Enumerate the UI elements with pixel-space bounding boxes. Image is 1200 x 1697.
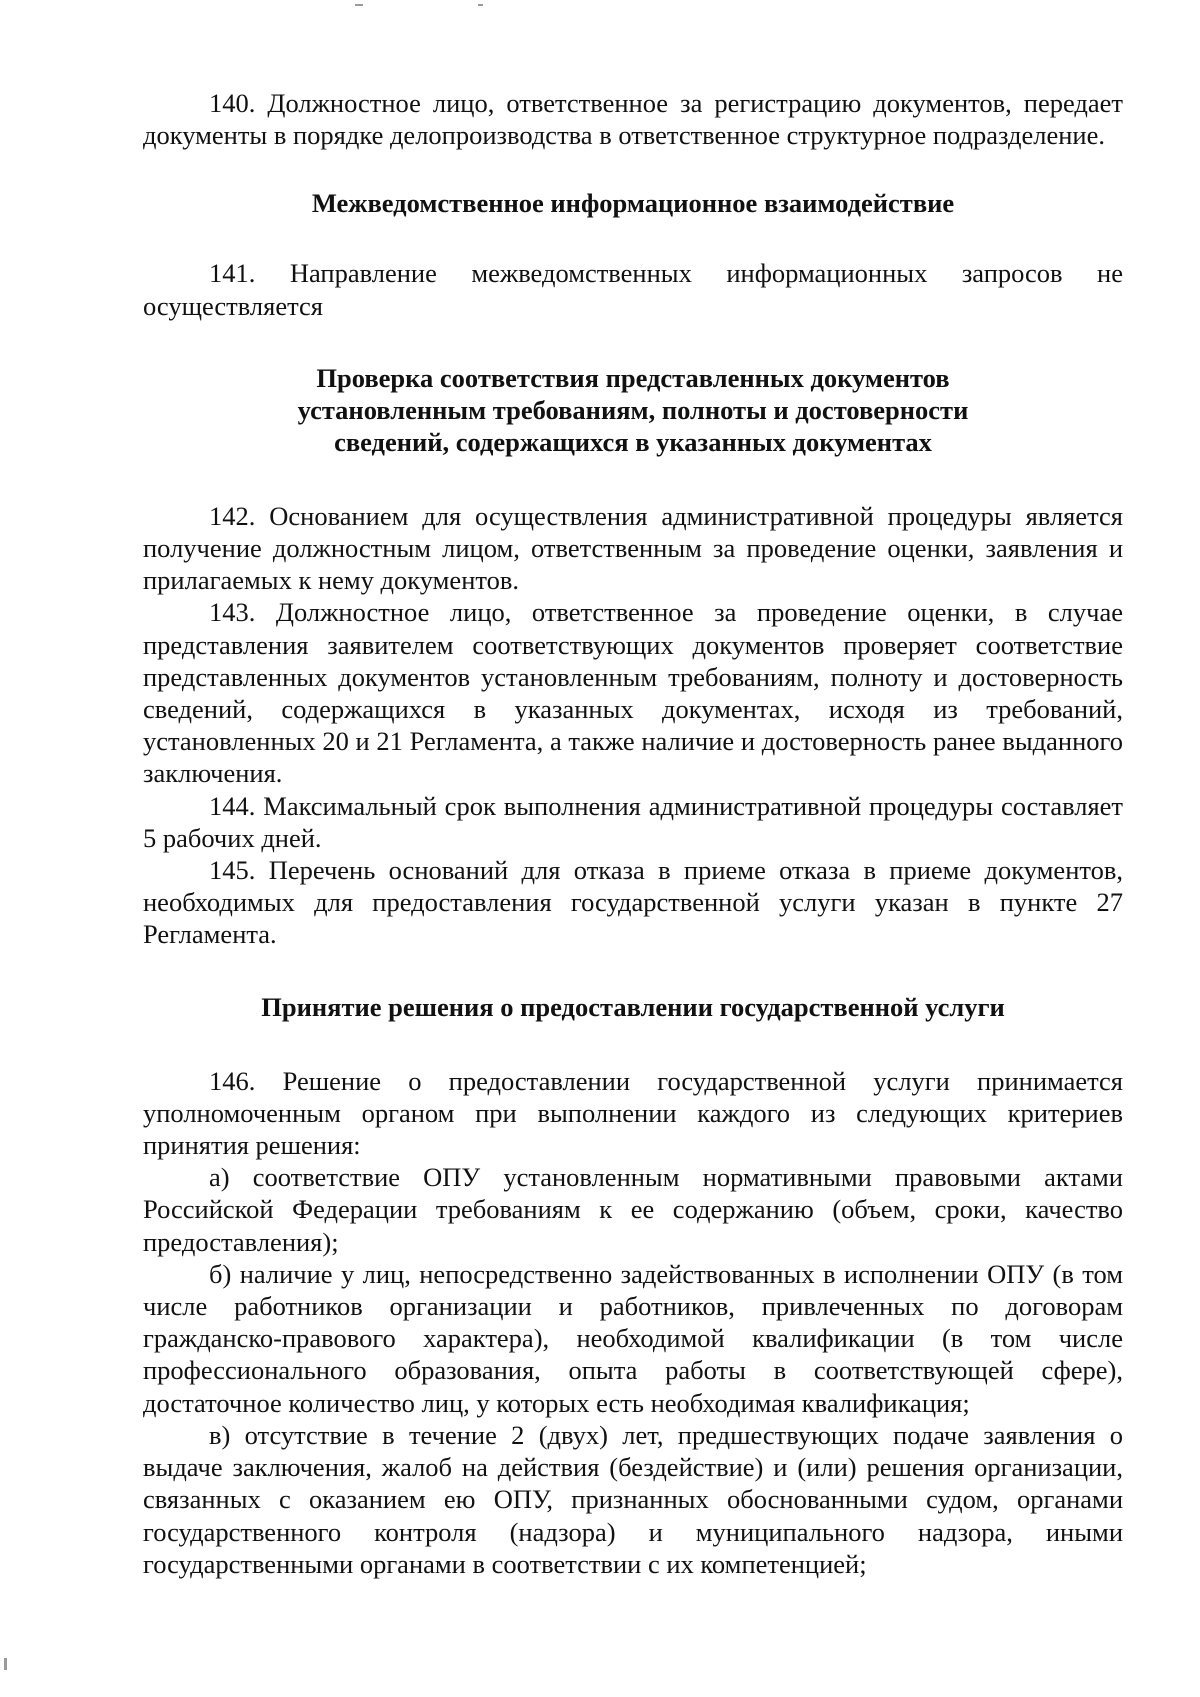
document-body bbox=[143, 87, 1123, 1580]
criterion-a: а) соответствие ОПУ установленным нормативными правовыми актами Российской Федерации требованиям к ее содержанию (объем, сроки, качество предоставления); bbox=[143, 1162, 1123, 1257]
paragraph-143: 143. Должностное лицо, ответственное за проведение оценки, в случае представления заявителем соответствующих документов проверяет соответствие представленных документов установленным требованиям, полноту и достоверность сведений, содержащихся в указанных документах, исходя из требований, установленных 20 и 21 Регламента, а также наличие и достоверность ранее выданного заключения. bbox=[143, 597, 1123, 789]
paragraph-140: 140. Должностное лицо, ответственное за регистрацию документов, передает документы в порядке делопроизводства в ответственное структурное подразделение. bbox=[143, 88, 1123, 151]
scan-artifact bbox=[4, 1658, 7, 1670]
paragraph-142: 142. Основанием для осуществления административной процедуры является получение должностным лицом, ответственным за проведение оценки, заявления и прилагаемых к нему документов. bbox=[143, 500, 1123, 596]
paragraph-146: 146. Решение о предоставлении государственной услуги принимается уполномоченным органом при выполнении каждого из следующих критериев принятия решения: bbox=[143, 1065, 1123, 1161]
heading-interagency-interaction: Межведомственное информационное взаимодействие bbox=[311, 188, 955, 219]
heading-service-decision: Принятие решения о предоставлении государственной услуги bbox=[261, 991, 1005, 1022]
paragraph-141: 141. Направление межведомственных информационных запросов не осуществляется bbox=[143, 258, 1123, 321]
heading-document-check: Проверка соответствия представленных документов установленным требованиям, полноты и достоверности сведений, содержащихся в указанных документах bbox=[297, 362, 969, 457]
scan-artifact bbox=[478, 4, 483, 6]
paragraph-145: 145. Перечень оснований для отказа в приеме отказа в приеме документов, необходимых для предоставления государственной услуги указан в пункте 27 Регламента. bbox=[143, 855, 1123, 950]
paragraph-144: 144. Максимальный срок выполнения административной процедуры составляет 5 рабочих дней. bbox=[143, 790, 1123, 853]
criterion-c: в) отсутствие в течение 2 (двух) лет, предшествующих подаче заявления о выдаче заключения, жалоб на действия (бездействие) и (или) решения организации, связанных с оказанием ею ОПУ, признанных обоснованными судом, органами государственного контроля (надзора) и муниципального надзора, иными государственными органами в соответствии с их компетенцией; bbox=[143, 1419, 1123, 1579]
criterion-b: б) наличие у лиц, непосредственно задействованных в исполнении ОПУ (в том числе работников организации и работников, привлеченных по договорам гражданско-правового характера), необходимой квалификации (в том числе профессионального образования, опыта работы в соответствующей сфере), достаточное количество лиц, у которых есть необходимая квалификация; bbox=[143, 1258, 1123, 1418]
scan-artifact bbox=[355, 4, 363, 6]
